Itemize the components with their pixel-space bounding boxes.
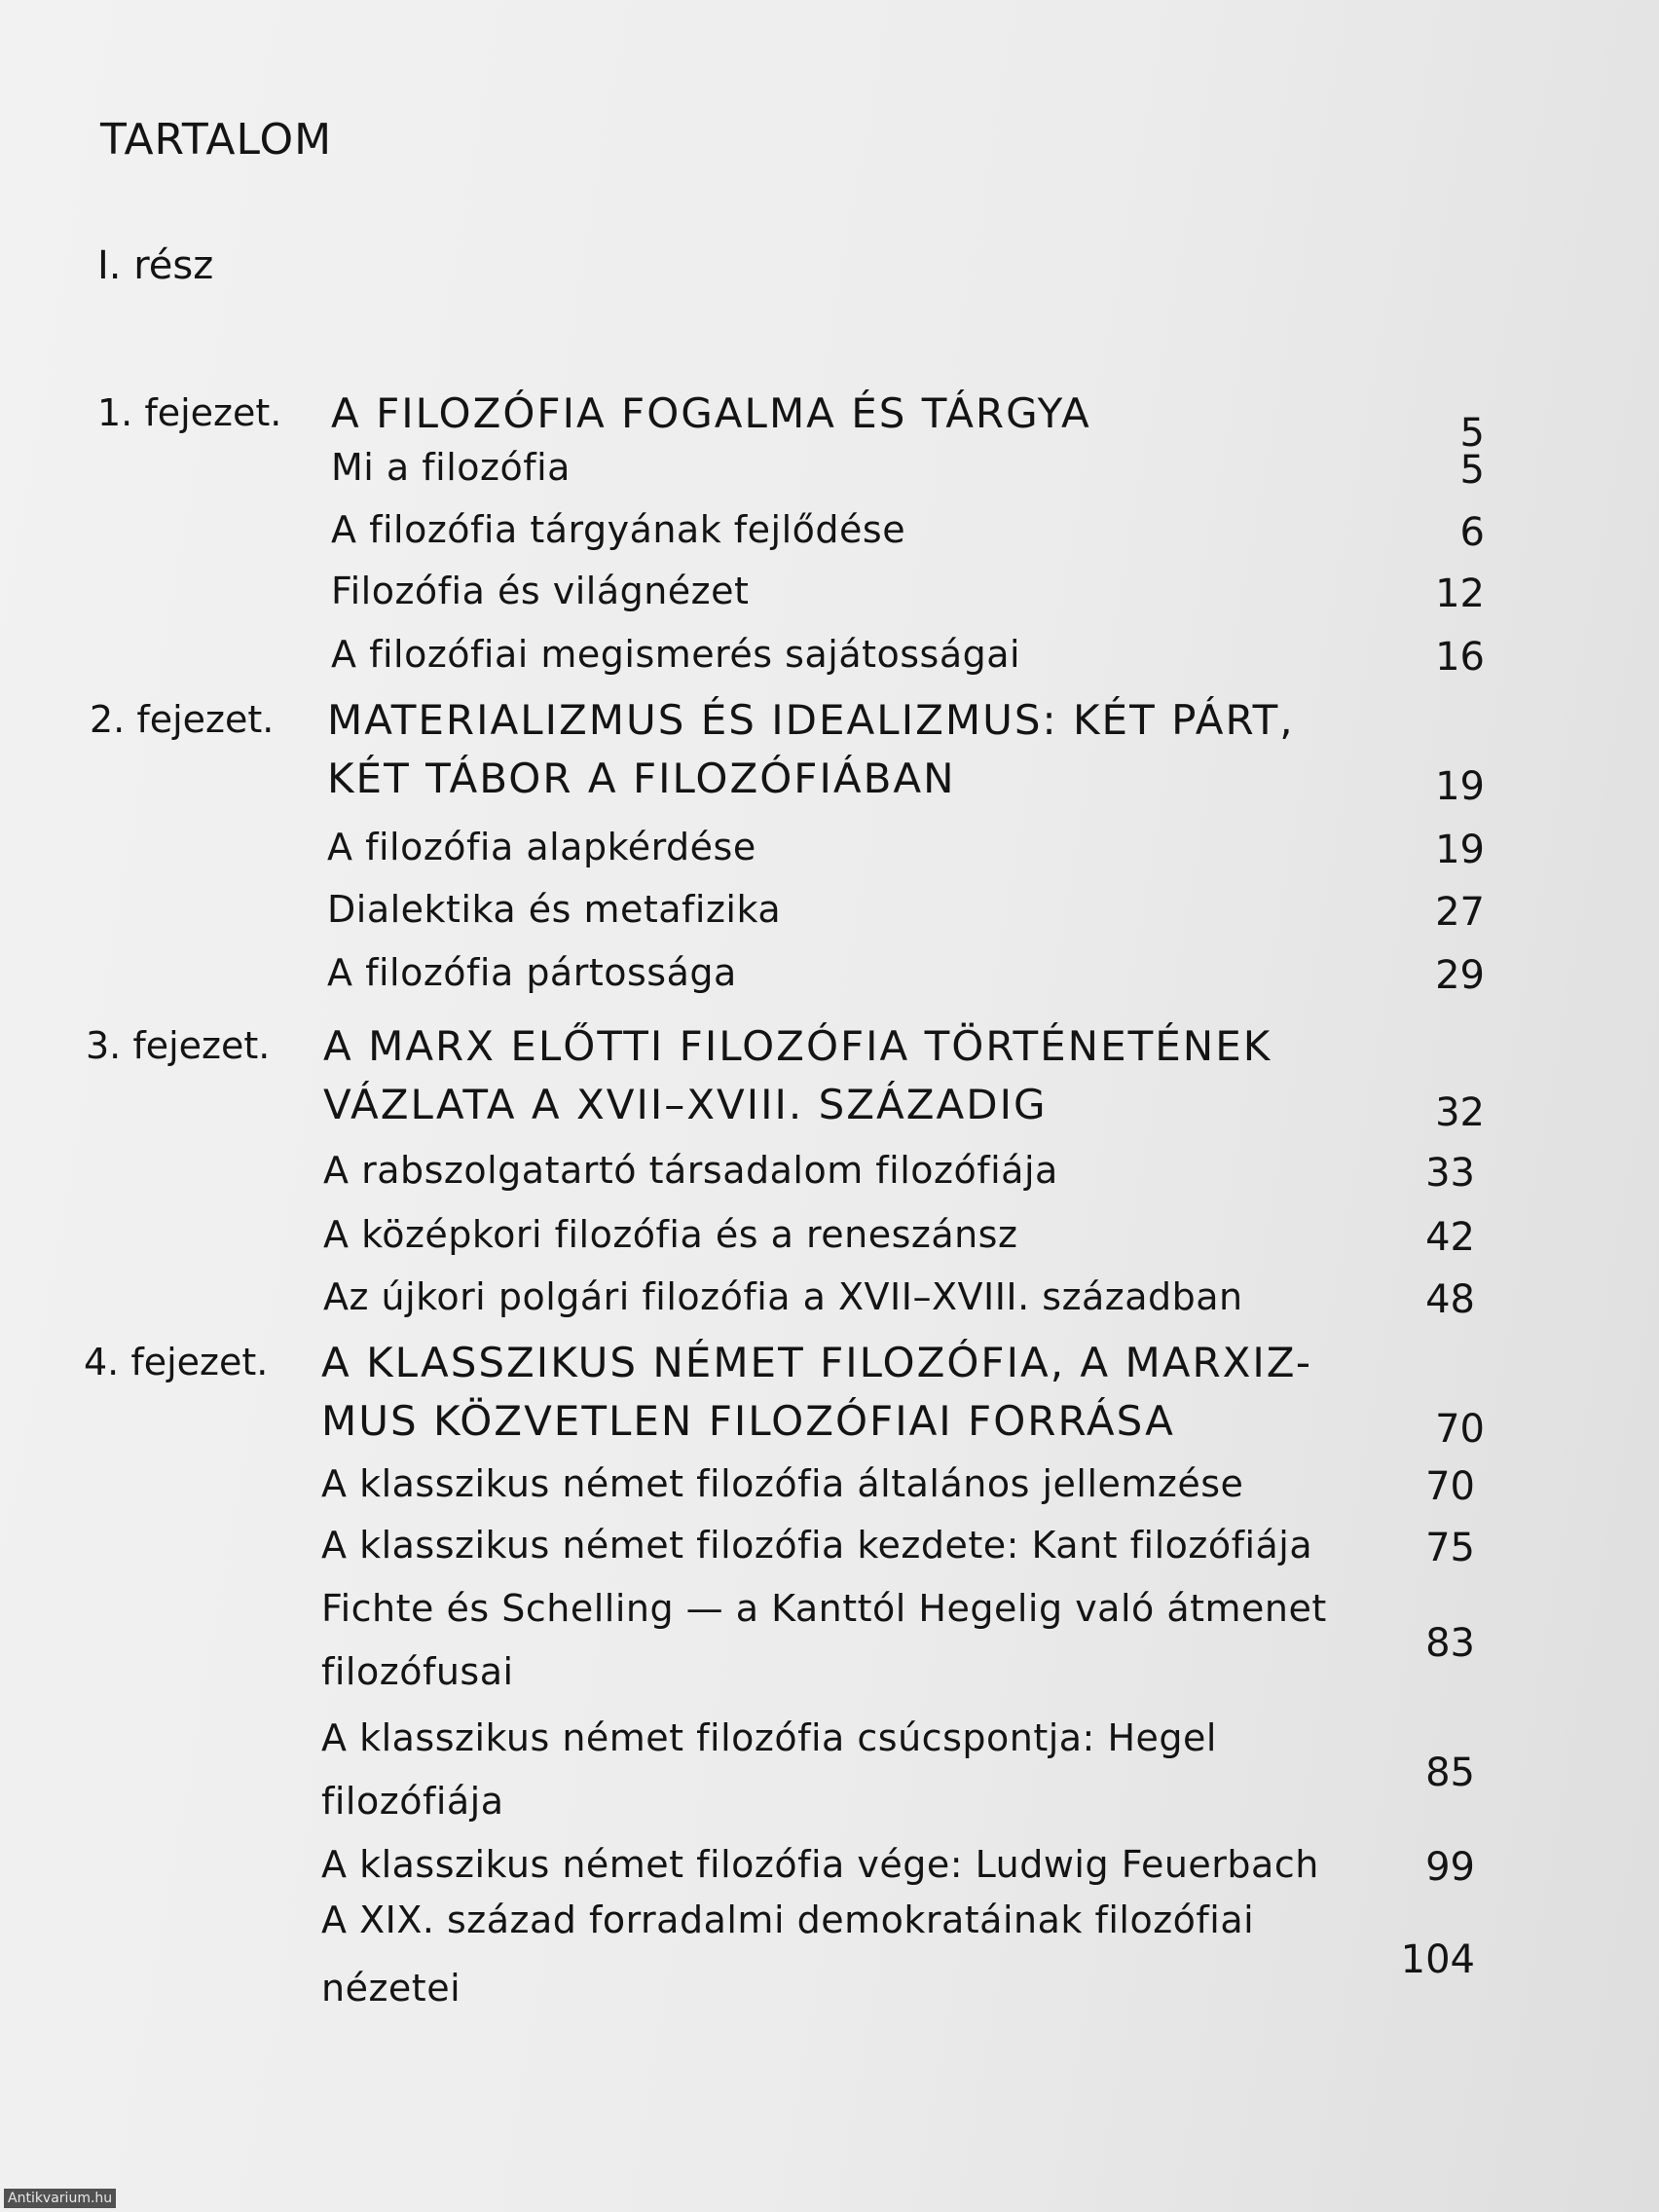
section-title: Az újkori polgári filozófia a XVII–XVIII. században [323,1275,1243,1318]
chapter-title: A KLASSZIKUS NÉMET FILOZÓFIA, A MARXIZ- [321,1339,1312,1386]
page-number: 16 [1435,635,1485,680]
section-title: A középkori filozófia és a reneszánsz [323,1213,1018,1256]
chapter-title: VÁZLATA A XVII–XVIII. SZÁZADIG [323,1081,1048,1128]
page-number: 5 [1459,411,1485,456]
chapter-title: A FILOZÓFIA FOGALMA ÉS TÁRGYA [331,389,1091,437]
section-title: A klasszikus német filozófia csúcspontja: Hegel [321,1716,1217,1759]
chapter-title: MUS KÖZVETLEN FILOZÓFIAI FORRÁSA [321,1397,1175,1445]
chapter-title: KÉT TÁBOR A FILOZÓFIÁBAN [327,755,956,802]
section-title: A XIX. század forradalmi demokratáinak filozófiai [321,1899,1255,1941]
section-title: A filozófia tárgyának fejlődése [331,508,906,551]
section-title: A klasszikus német filozófia kezdete: Kant filozófiája [321,1524,1313,1567]
page-number: 104 [1400,1937,1475,1982]
page-number: 19 [1435,828,1485,872]
page-number: 70 [1435,1407,1485,1452]
page-number: 27 [1435,890,1485,935]
page-number: 75 [1425,1526,1475,1570]
page-number: 85 [1425,1751,1475,1795]
chapter-label: 4. fejezet. [84,1341,269,1383]
chapter-label: 2. fejezet. [90,698,275,741]
page-number: 32 [1435,1090,1485,1135]
page-number: 5 [1459,448,1485,493]
page-number: 19 [1435,764,1485,809]
section-title: A filozófia alapkérdése [327,826,756,868]
page-number: 83 [1425,1621,1475,1666]
section-title: nézetei [321,1967,461,2009]
section-title: filozófusai [321,1650,514,1693]
part-label: I. rész [97,243,214,288]
page-number: 6 [1459,510,1485,555]
chapter-label: 1. fejezet. [97,391,282,434]
page-number: 29 [1435,953,1485,998]
chapter-title: MATERIALIZMUS ÉS IDEALIZMUS: KÉT PÁRT, [327,696,1295,744]
section-title: Fichte és Schelling — a Kanttól Hegelig való átmenet [321,1587,1327,1630]
section-title: filozófiája [321,1780,504,1823]
section-title: A rabszolgatartó társadalom filozófiája [323,1149,1058,1192]
page-number: 99 [1425,1845,1475,1890]
page-number: 70 [1425,1464,1475,1509]
section-title: A klasszikus német filozófia vége: Ludwig Feuerbach [321,1843,1319,1886]
page-number: 48 [1425,1277,1475,1322]
page-number: 12 [1435,571,1485,616]
page-number: 33 [1425,1151,1475,1196]
section-title: Mi a filozófia [331,446,571,489]
section-title: A klasszikus német filozófia általános jellemzése [321,1462,1244,1505]
chapter-label: 3. fejezet. [86,1024,271,1067]
section-title: Filozófia és világnézet [331,570,750,612]
section-title: A filozófiai megismerés sajátosságai [331,633,1021,676]
section-title: Dialektika és metafizika [327,888,782,931]
page-number: 42 [1425,1215,1475,1260]
chapter-title: A MARX ELŐTTI FILOZÓFIA TÖRTÉNETÉNEK [323,1022,1272,1070]
page-title: TARTALOM [100,115,333,165]
watermark-logo: Antikvarium.hu [4,2189,116,2208]
section-title: A filozófia pártossága [327,951,737,994]
